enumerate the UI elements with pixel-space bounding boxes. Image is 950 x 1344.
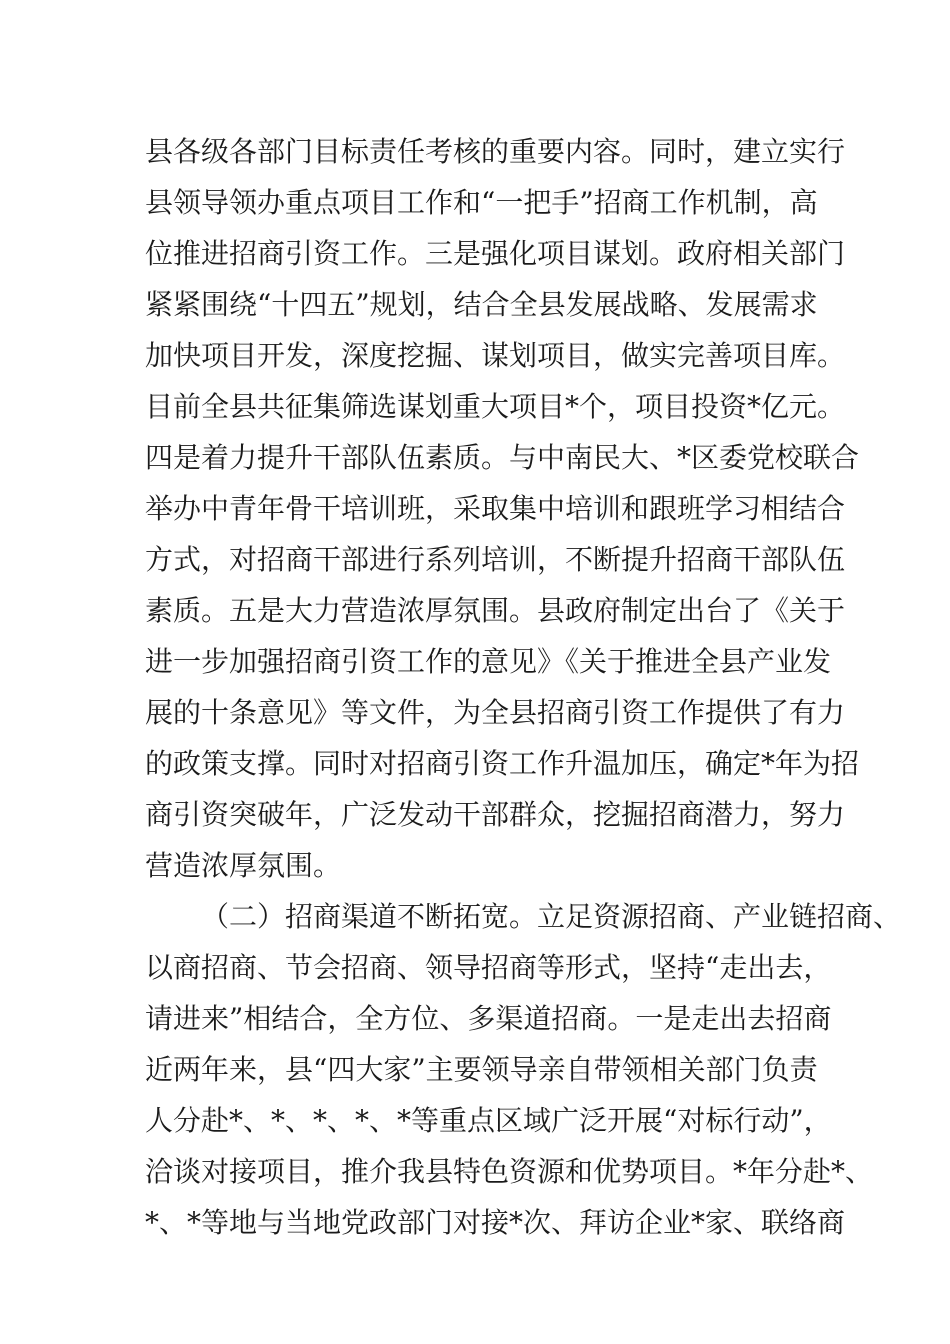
section-heading-line: （二）招商渠道不断拓宽。立足资源招商、产业链招商、 xyxy=(201,900,902,933)
text-line: 请进来”相结合，全方位、多渠道招商。一是走出去招商 xyxy=(145,1002,832,1035)
text-line: 举办中青年骨干培训班，采取集中培训和跟班学习相结合 xyxy=(145,492,846,525)
text-line: 营造浓厚氛围。 xyxy=(145,849,342,882)
text-line: 四是着力提升干部队伍素质。与中南民大、*区委党校联合 xyxy=(145,441,860,474)
text-line: 人分赴*、*、*、*、*等重点区域广泛开展“对标行动”， xyxy=(145,1104,832,1137)
text-line: 的政策支撑。同时对招商引资工作升温加压，确定*年为招 xyxy=(145,747,860,780)
text-line: 位推进招商引资工作。三是强化项目谋划。政府相关部门 xyxy=(145,237,846,270)
text-line: 洽谈对接项目，推介我县特色资源和优势项目。*年分赴*、 xyxy=(145,1155,874,1188)
text-line: 加快项目开发，深度挖掘、谋划项目，做实完善项目库。 xyxy=(145,339,846,372)
text-line: 县各级各部门目标责任考核的重要内容。同时，建立实行 xyxy=(145,135,846,168)
text-line: 紧紧围绕“十四五”规划，结合全县发展战略、发展需求 xyxy=(145,288,818,321)
text-line: 素质。五是大力营造浓厚氛围。县政府制定出台了《关于 xyxy=(145,594,846,627)
text-line: 目前全县共征集筛选谋划重大项目*个，项目投资*亿元。 xyxy=(145,390,846,423)
text-line: 近两年来，县“四大家”主要领导亲自带领相关部门负责 xyxy=(145,1053,818,1086)
text-line: 方式，对招商干部进行系列培训，不断提升招商干部队伍 xyxy=(145,543,846,576)
text-line: 商引资突破年，广泛发动干部群众，挖掘招商潜力，努力 xyxy=(145,798,846,831)
text-line: 展的十条意见》等文件，为全县招商引资工作提供了有力 xyxy=(145,696,846,729)
text-line: 以商招商、节会招商、领导招商等形式，坚持“走出去， xyxy=(145,951,832,984)
text-line: *、*等地与当地党政部门对接*次、拜访企业*家、联络商 xyxy=(145,1206,846,1239)
text-line: 县领导领办重点项目工作和“一把手”招商工作机制，高 xyxy=(145,186,818,219)
text-line: 进一步加强招商引资工作的意见》《关于推进全县产业发 xyxy=(145,645,832,678)
document-body xyxy=(145,126,902,1248)
